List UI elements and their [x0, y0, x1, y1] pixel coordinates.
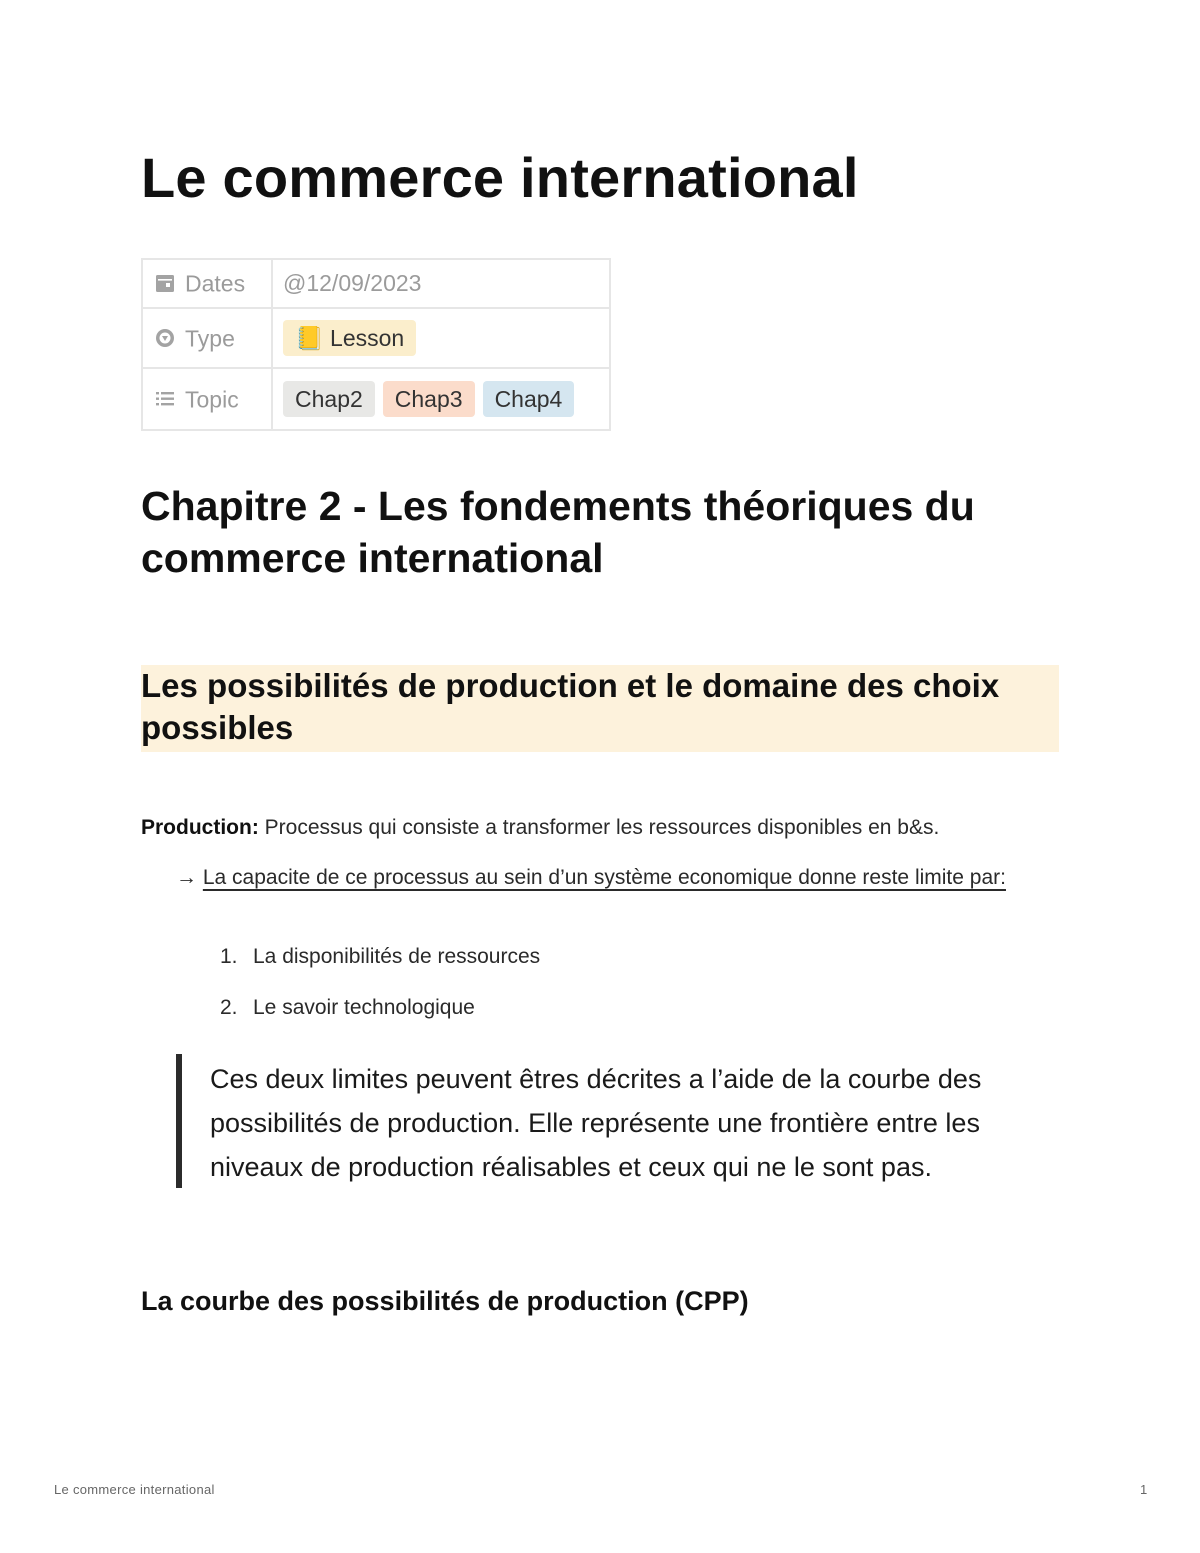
chapter-heading: Chapitre 2 - Les fondements théoriques du commerce international — [141, 483, 975, 581]
date-value[interactable]: @12/09/2023 — [272, 259, 610, 308]
status-icon — [155, 328, 175, 348]
limits-intro — [176, 860, 1016, 895]
list-item-text: La disponibilités de ressources — [253, 945, 541, 968]
definition-text: Processus qui consiste a transformer les ressources disponibles en b&s. — [258, 816, 940, 839]
properties-table — [141, 258, 611, 431]
property-key-topic — [142, 368, 272, 430]
list-icon — [155, 389, 175, 409]
notebook-icon: 📒 — [295, 325, 324, 351]
footer-title: Le commerce international — [54, 1482, 215, 1497]
arrow-glyph: → — [176, 866, 203, 889]
list-item-text: Le savoir technologique — [253, 996, 475, 1019]
quote-text: Ces deux limites peuvent êtres décrites a l’aide de la courbe des possibilités de production. Elle représente une frontière entre les niveaux de production réalisables et ceux qui ne le sont pas. — [210, 1064, 982, 1182]
property-label-type: Type — [185, 325, 235, 352]
limits-intro-text: La capacite de ce processus au sein d’un système economique donne reste limite par: — [202, 866, 1006, 889]
topic-tag-chap3[interactable]: Chap3 — [383, 381, 475, 417]
property-key-type — [142, 308, 272, 368]
definition-paragraph — [141, 814, 1081, 842]
list-item-number: 1. — [220, 945, 238, 968]
list-item — [220, 943, 540, 994]
type-tag-label: Lesson — [330, 325, 405, 351]
section-heading: Les possibilités de production et le domaine des choix possibles — [141, 665, 1059, 752]
property-row-topic — [142, 368, 610, 430]
type-value — [272, 308, 610, 368]
subsection-heading: La courbe des possibilités de production (CPP) — [141, 1286, 749, 1316]
quote-block — [176, 1054, 1066, 1188]
property-row-type — [142, 308, 610, 368]
property-key-dates — [142, 259, 272, 308]
property-label-topic: Topic — [185, 386, 239, 413]
definition-term: Production: — [141, 816, 259, 839]
list-item-number: 2. — [220, 996, 238, 1019]
property-label-dates: Dates — [185, 270, 246, 297]
topic-tag-chap4[interactable]: Chap4 — [483, 381, 575, 417]
page-title: Le commerce international — [141, 146, 859, 209]
type-tag[interactable] — [283, 320, 416, 356]
topic-tag-chap2[interactable]: Chap2 — [283, 381, 375, 417]
property-row-dates — [142, 259, 610, 308]
calendar-icon — [155, 273, 175, 293]
limits-list — [220, 943, 540, 1045]
list-item — [220, 994, 540, 1045]
topic-value — [272, 368, 610, 430]
page-number: 1 — [1140, 1482, 1148, 1497]
